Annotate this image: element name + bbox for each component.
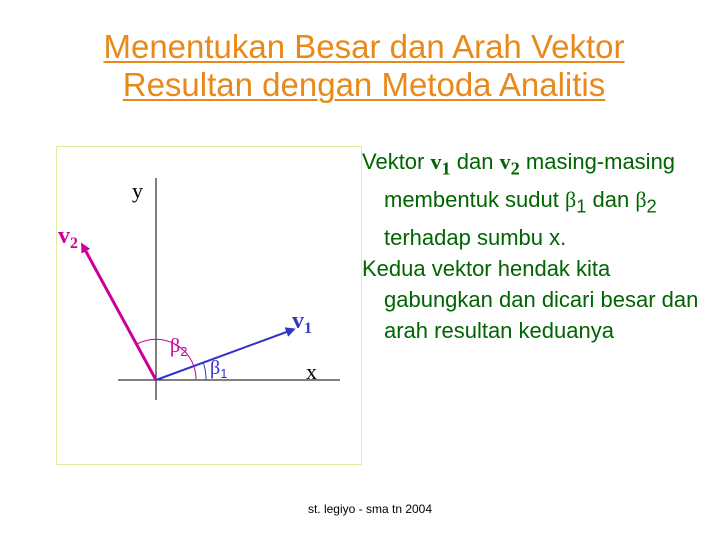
footer-credit: st. legiyo - sma tn 2004 <box>307 502 433 516</box>
v2-label: $v_2$ <box>58 223 78 252</box>
beta1-label: $\beta_1$ <box>210 357 228 381</box>
bullet-2: Kedua vektor hendak kita gabungkan dan dicari besar dan arah resultan keduanya <box>362 255 699 343</box>
vector-v2 <box>83 246 156 380</box>
bullet-1-prefix: Vektor <box>362 149 431 174</box>
y-axis-label: y <box>132 178 143 203</box>
bullet-1-mid2: masing-masing membentuk sudut <box>384 149 676 213</box>
bullet-1-mid1: dan <box>450 149 500 174</box>
bullet-1-beta2: $\beta_2$ <box>635 187 657 217</box>
bullet-list <box>362 146 702 346</box>
beta2-label: $\beta_2$ <box>170 335 188 359</box>
title-line-2: Resultan dengan Metoda Analitis <box>122 66 606 103</box>
bullet-1-end: terhadap sumbu x. <box>384 224 567 250</box>
angle-arc-beta1 <box>203 362 206 380</box>
bullet-1-mid3: dan <box>586 187 636 213</box>
title-line-1: Menentukan Besar dan Arah Vektor <box>103 28 625 65</box>
x-axis-label: x <box>306 359 317 384</box>
bullet-1-beta1: $\beta_1$ <box>564 187 587 217</box>
bullet-1-v1: $v_1$ <box>430 149 451 179</box>
bullet-1-v2: $v_2$ <box>499 149 520 179</box>
v1-label: $v_1$ <box>292 308 312 337</box>
bullet-1 <box>362 146 702 253</box>
